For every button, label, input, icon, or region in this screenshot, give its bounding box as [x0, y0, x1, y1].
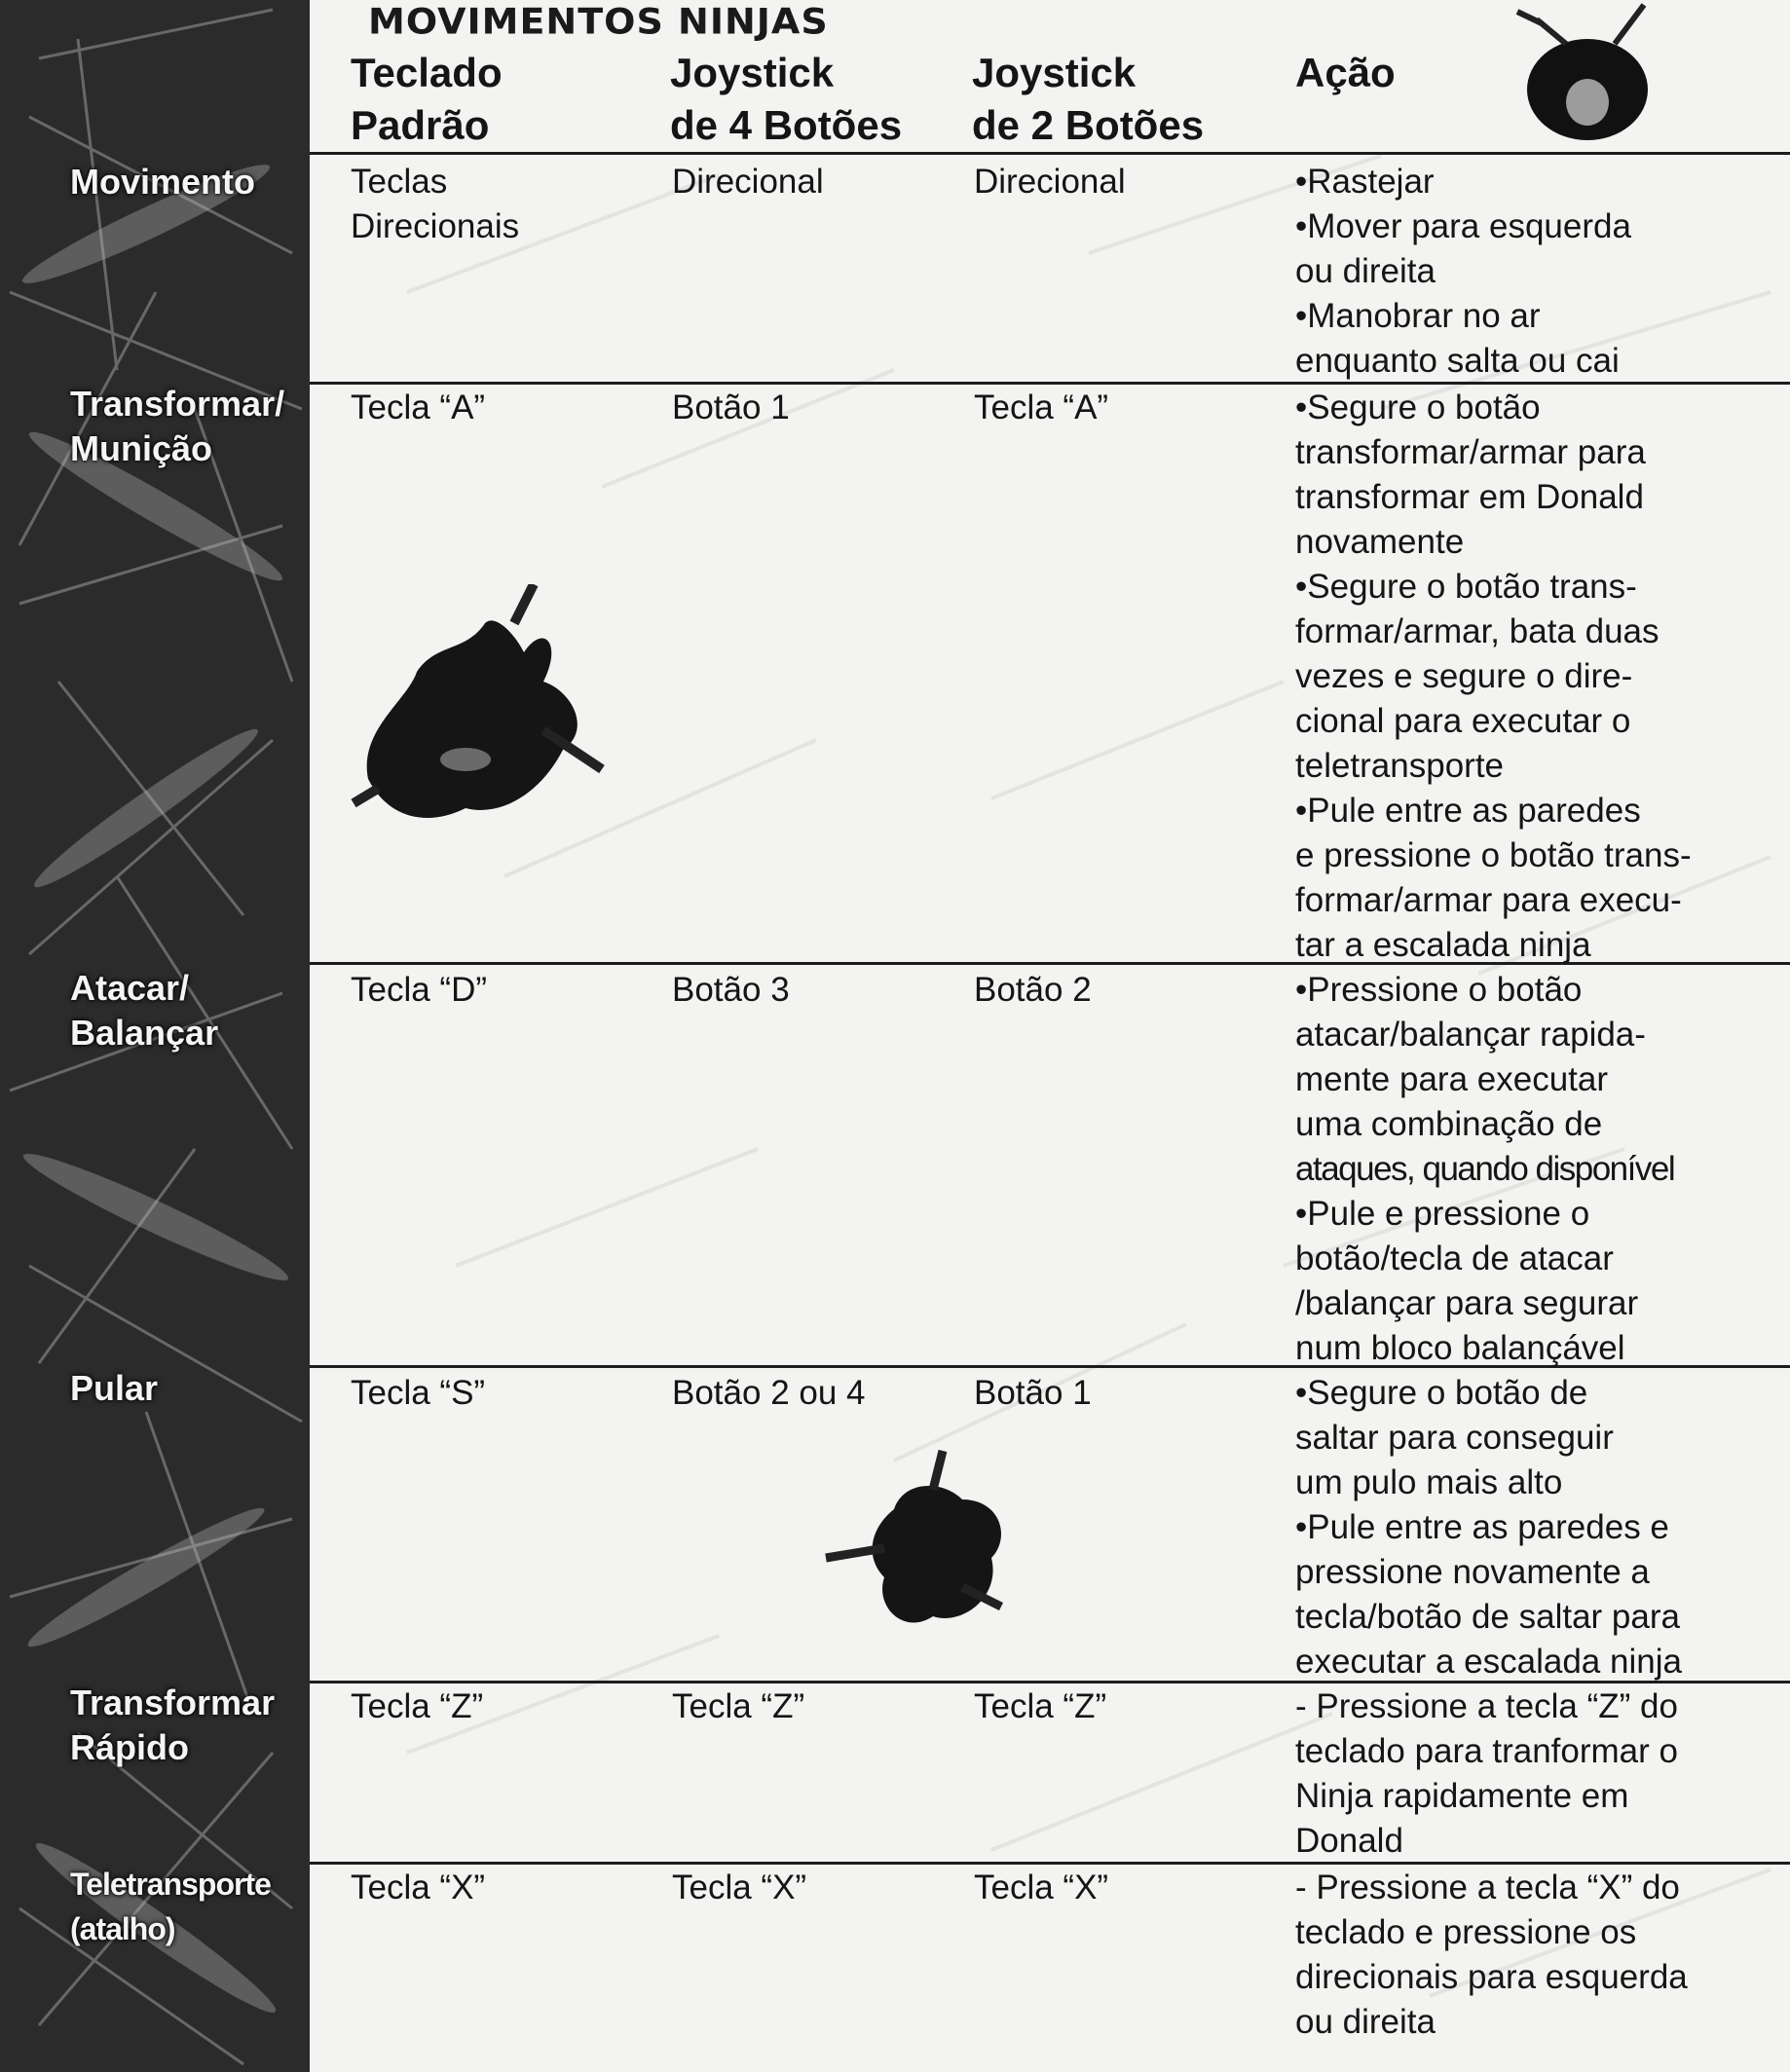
action-line: pressione novamente a — [1295, 1553, 1650, 1591]
action-line: vezes e segure o dire- — [1295, 657, 1633, 695]
row-label-pular: Pular — [70, 1368, 159, 1408]
cell-joystick-2: Tecla “Z” — [974, 1687, 1107, 1725]
action-line: •Rastejar — [1295, 163, 1435, 201]
action-line: e pressione o botão trans- — [1295, 836, 1692, 874]
cell-action — [1295, 1684, 1763, 1864]
action-line: enquanto salta ou cai — [1295, 342, 1620, 380]
action-line: •Mover para esquerda — [1295, 207, 1631, 245]
action-line: - Pressione a tecla “Z” do — [1295, 1687, 1678, 1725]
action-line: •Pule entre as paredes — [1295, 792, 1641, 830]
cell-keyboard: Tecla “S” — [351, 1374, 486, 1412]
action-line: cional para executar o — [1295, 702, 1631, 740]
side-band — [0, 0, 310, 2072]
action-line: ou direita — [1295, 2003, 1436, 2041]
action-line: /balançar para segurar — [1295, 1284, 1639, 1322]
action-line: teclado para tranformar o — [1295, 1732, 1678, 1770]
action-line: tecla/botão de saltar para — [1295, 1598, 1680, 1636]
ink-splat-image — [816, 1441, 1030, 1636]
cell-keyboard: Tecla “X” — [351, 1868, 486, 1906]
action-line: •Segure o botão de — [1295, 1374, 1588, 1412]
action-line: num bloco balançável — [1295, 1329, 1625, 1367]
cell-joystick-2: Tecla “X” — [974, 1868, 1109, 1906]
cell-joystick-4: Botão 3 — [672, 971, 790, 1009]
action-line: •Pule e pressione o — [1295, 1195, 1590, 1233]
cell-joystick-2: Botão 1 — [974, 1374, 1092, 1412]
cell-joystick-2: Tecla “A” — [974, 388, 1109, 426]
action-line: teclado e pressione os — [1295, 1913, 1637, 1951]
cell-keyboard: Teclas Direcionais — [351, 163, 520, 245]
cell-joystick-2: Direcional — [974, 163, 1126, 201]
cell-action — [1295, 968, 1763, 1371]
row-label-teletransporte: Teletransporte (atalho) — [70, 1867, 271, 1946]
action-line: - Pressione a tecla “X” do — [1295, 1868, 1680, 1906]
action-line: tar a escalada ninja — [1295, 926, 1591, 964]
ninja-bug-icon — [1498, 0, 1673, 146]
ink-splat-image — [349, 584, 621, 828]
action-line: ataques, quando disponível — [1295, 1150, 1675, 1188]
row-divider — [310, 152, 1790, 155]
action-line: ou direita — [1295, 252, 1436, 290]
action-line: um pulo mais alto — [1295, 1463, 1563, 1501]
cell-action — [1295, 160, 1763, 384]
header-joystick-2: Joystick de 2 Botões — [972, 50, 1205, 148]
row-label-atacar-balancar: Atacar/ Balançar — [70, 968, 219, 1053]
action-line: •Pressione o botão — [1295, 971, 1583, 1009]
cell-joystick-2: Botão 2 — [974, 971, 1092, 1009]
row-label-movimento: Movimento — [70, 162, 256, 202]
action-line: formar/armar, bata duas — [1295, 612, 1659, 650]
action-line: •Segure o botão trans- — [1295, 568, 1637, 606]
action-line: direcionais para esquerda — [1295, 1958, 1688, 1996]
action-line: atacar/balançar rapida- — [1295, 1016, 1646, 1054]
action-line: teletransporte — [1295, 747, 1505, 785]
cell-joystick-4: Tecla “X” — [672, 1868, 807, 1906]
action-line: transformar/armar para — [1295, 433, 1646, 471]
header-keyboard: Teclado Padrão — [351, 50, 503, 148]
action-line: uma combinação de — [1295, 1105, 1603, 1143]
row-label-transformar-municao: Transformar/ Munição — [70, 384, 285, 468]
row-label-transformar-rapido: Transformar Rápido — [70, 1683, 276, 1767]
action-line: executar a escalada ninja — [1295, 1643, 1682, 1681]
cell-joystick-4: Direcional — [672, 163, 824, 201]
action-line: botão/tecla de atacar — [1295, 1240, 1614, 1277]
cell-joystick-4: Botão 1 — [672, 388, 790, 426]
action-line: •Manobrar no ar — [1295, 297, 1541, 335]
cell-keyboard: Tecla “D” — [351, 971, 488, 1009]
action-line: Donald — [1295, 1822, 1403, 1860]
cell-joystick-4: Botão 2 ou 4 — [672, 1374, 866, 1412]
cell-action — [1295, 386, 1763, 968]
action-line: novamente — [1295, 523, 1465, 561]
page-title: MOVIMENTOS NINJAS — [368, 1, 829, 42]
action-line: mente para executar — [1295, 1060, 1609, 1098]
cell-action — [1295, 1866, 1763, 2045]
header-joystick-4: Joystick de 4 Botões — [670, 50, 903, 148]
cell-keyboard: Tecla “A” — [351, 388, 486, 426]
action-line: saltar para conseguir — [1295, 1419, 1614, 1457]
action-line: Ninja rapidamente em — [1295, 1777, 1629, 1815]
header-action: Ação — [1295, 50, 1396, 95]
action-line: formar/armar para execu- — [1295, 881, 1682, 919]
action-line: •Segure o botão — [1295, 388, 1541, 426]
action-line: •Pule entre as paredes e — [1295, 1508, 1669, 1546]
controls-table — [310, 0, 1790, 2072]
cell-action — [1295, 1371, 1763, 1684]
action-line: transformar em Donald — [1295, 478, 1644, 516]
cell-joystick-4: Tecla “Z” — [672, 1687, 805, 1725]
cell-keyboard: Tecla “Z” — [351, 1687, 484, 1725]
